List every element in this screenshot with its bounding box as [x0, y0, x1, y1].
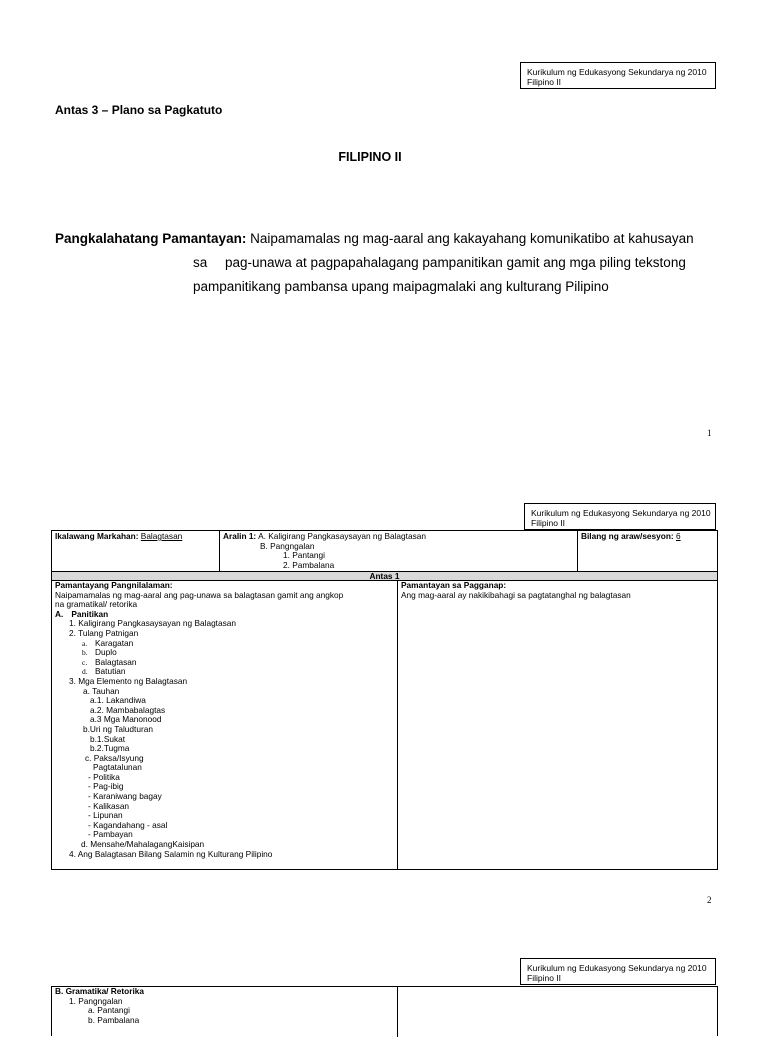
- standard-label: Pangkalahatang Pamantayan:: [55, 231, 247, 246]
- list-item: - Lipunan: [88, 810, 123, 821]
- markahan-label: Ikalawang Markahan:: [55, 531, 139, 541]
- markahan-cell: [52, 531, 220, 571]
- list-item: d. Batutian: [82, 666, 126, 677]
- header-box-page1: [520, 62, 716, 89]
- list-item: 4. Ang Balagtasan Bilang Salamin ng Kulturang Pilipino: [69, 848, 273, 859]
- list-item: d. Mensahe/MahalagangKaisipan: [81, 839, 205, 850]
- list-item: - Kagandahang - asal: [88, 819, 168, 830]
- gramatika-cell: [52, 987, 398, 1037]
- list-item: - Kalikasan: [88, 800, 130, 811]
- list-item: - Politika: [88, 771, 120, 782]
- bilang-cell: [578, 531, 717, 571]
- list-item: b.1.Sukat: [90, 733, 126, 744]
- header-curriculum: Kurikulum ng Edukasyong Sekundarya ng 2010: [527, 963, 707, 973]
- list-item: - Karaniwang bagay: [88, 791, 162, 802]
- list-item: b. Duplo: [82, 647, 117, 658]
- pagganap-title: Pamantayan sa Pagganap:: [401, 580, 507, 590]
- page-number-1: 1: [707, 428, 712, 438]
- standard-sa: sa: [193, 255, 208, 270]
- pagganap-text: Ang mag-aaral ay nakikibahagi sa pagtatanghal ng balagtasan: [401, 589, 631, 600]
- section-b-heading: B. Gramatika/ Retorika: [55, 986, 144, 996]
- aralin-line-b1: 1. Pantangi: [283, 550, 325, 561]
- list-item: a.1. Lakandiwa: [90, 695, 146, 706]
- list-item: b.2.Tugma: [90, 743, 130, 754]
- standard-line1: Naipamamalas ng mag-aaral ang kakayahang komunikatibo at kahusayan: [250, 231, 694, 246]
- list-item: a. Karagatan: [82, 637, 134, 648]
- list-item: a.2. Mambabalagtas: [90, 704, 166, 715]
- list-item: c. Balagtasan: [82, 656, 137, 667]
- list-item: b.Uri ng Taludturan: [83, 723, 153, 734]
- antas-title: Antas 3 – Plano sa Pagkatuto: [55, 103, 223, 117]
- list-item: 1. Kaligirang Pangkasaysayan ng Balagtasan: [69, 618, 236, 629]
- aralin-label: Aralin 1:: [223, 531, 257, 541]
- markahan-value: Balagtasan: [140, 531, 183, 541]
- doc-title: FILIPINO II: [338, 150, 402, 164]
- general-standard: [55, 227, 745, 299]
- aralin-line-a: A. Kaligirang Pangkasaysayan ng Balagtasan: [258, 531, 426, 541]
- bilang-label: Bilang ng araw/sesyon:: [581, 531, 674, 541]
- antas-row: Antas 1: [52, 571, 717, 581]
- header-box-page2: [524, 503, 716, 530]
- pangnilalaman-cell: [52, 581, 398, 869]
- pangnilalaman-text-1: Naipamamalas ng mag-aaral ang pag-unawa sa balagtasan gamit ang angkop: [55, 589, 344, 600]
- header-subject: Filipino II: [527, 973, 562, 983]
- list-item: a.3 Mga Manonood: [90, 714, 162, 725]
- section-a-letter: A.: [55, 608, 64, 619]
- header-curriculum: Kurikulum ng Edukasyong Sekundarya ng 2010: [531, 508, 711, 518]
- list-item: - Pag-ibig: [88, 781, 124, 792]
- header-subject: Filipino II: [531, 518, 566, 528]
- list-item: 3. Mga Elemento ng Balagtasan: [69, 675, 188, 686]
- curriculum-table-page3: [51, 986, 718, 1036]
- list-item: - Pambayan: [88, 829, 133, 840]
- pagganap-cell: [398, 581, 717, 869]
- list-item: a. Pantangi: [88, 1005, 130, 1016]
- list-item: b. Pambalana: [88, 1014, 140, 1025]
- header-curriculum: Kurikulum ng Edukasyong Sekundarya ng 2010: [527, 67, 707, 77]
- list-item: Pagtatalunan: [93, 762, 142, 773]
- standard-line3: pampanitikang pambansa upang maipagmalaki ang kulturang Pilipino: [193, 279, 609, 294]
- list-item: c. Paksa/Isyung: [85, 752, 144, 763]
- aralin-line-b: B. Pangngalan: [260, 540, 315, 551]
- aralin-line-b2: 2. Pambalana: [283, 559, 335, 570]
- standard-line2: pag-unawa at pagpapahalagang pampanitikan gamit ang mga piling tekstong: [225, 255, 686, 270]
- page-number-2: 2: [707, 895, 712, 905]
- pangnilalaman-text-2: na gramatikal/ retorika: [55, 599, 138, 610]
- list-item: a. Tauhan: [83, 685, 120, 696]
- aralin-cell: [220, 531, 578, 571]
- list-item: 2. Tulang Patnigan: [69, 627, 139, 638]
- bilang-value: 6: [675, 531, 681, 541]
- header-subject: Filipino II: [527, 77, 562, 87]
- curriculum-table: [51, 530, 718, 870]
- header-box-page3: [520, 958, 716, 985]
- section-a-title: Panitikan: [71, 608, 109, 619]
- pangnilalaman-title: Pamantayang Pangnilalaman:: [55, 580, 173, 590]
- list-item: 1. Pangngalan: [69, 995, 123, 1006]
